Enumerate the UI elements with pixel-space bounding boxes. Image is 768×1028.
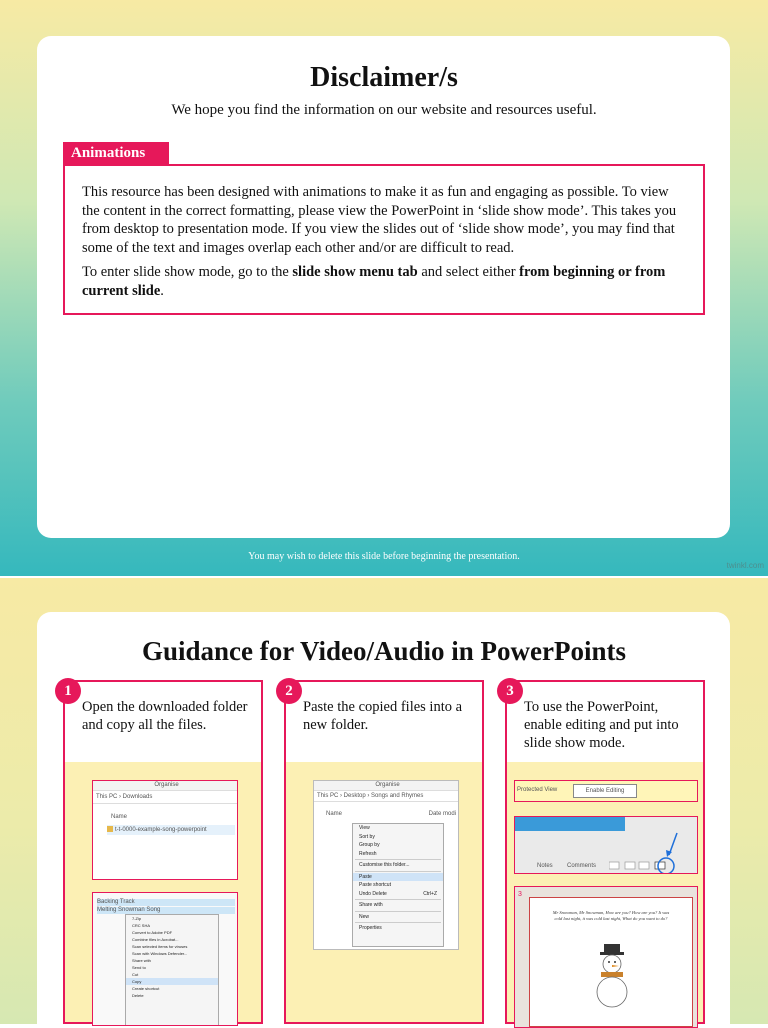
para2-bold-menu-tab: slide show menu tab bbox=[292, 264, 418, 280]
slide-show-highlight-icon bbox=[649, 831, 689, 874]
step-text: To use the PowerPoint, enable editing and put into slide show mode. bbox=[524, 699, 679, 751]
undo-label: Undo Delete bbox=[359, 890, 387, 897]
step-1 bbox=[63, 680, 263, 1024]
menu-separator bbox=[355, 911, 441, 912]
step-number-badge: 1 bbox=[55, 678, 81, 704]
step-screenshot-panel bbox=[507, 762, 703, 1022]
disclaimer-subtitle: We hope you find the information on our website and resources useful. bbox=[171, 102, 597, 118]
menu-item[interactable]: Sort by bbox=[359, 833, 375, 840]
animations-paragraph-1: This resource has been designed with animations to make it as fun and engaging as possible. To view the content in the correct formatting, please view the PowerPoint in ‘slide show mode’. This takes you from desktop to presentation mode. If you view the slides out of ‘slide show mode’, you may find that some of the text and images overlap each other and/or are difficult to read. bbox=[82, 184, 677, 256]
para2-text-a: To enter slide show mode, go to the bbox=[82, 264, 293, 280]
explorer-toolbar: Organise bbox=[93, 781, 237, 791]
explorer-name-header: Name bbox=[111, 814, 128, 820]
menu-item[interactable]: Cut bbox=[132, 972, 139, 977]
explorer-file-name: t-t-0000-example-song-powerpoint bbox=[115, 827, 207, 833]
explorer-date-header: Date modi bbox=[428, 811, 456, 817]
context-menu bbox=[125, 914, 219, 1026]
menu-item[interactable]: 7-Zip bbox=[132, 916, 142, 921]
context-menu bbox=[352, 823, 444, 947]
explorer-copy-screenshot bbox=[92, 892, 238, 1026]
menu-item[interactable]: New bbox=[359, 913, 370, 920]
step-number-badge: 2 bbox=[276, 678, 302, 704]
menu-item[interactable]: Share with bbox=[359, 902, 383, 908]
explorer-toolbar: Organise bbox=[314, 781, 458, 791]
file-row: Backing Track bbox=[97, 899, 235, 906]
menu-separator bbox=[355, 899, 441, 900]
menu-item[interactable]: Customise this folder... bbox=[359, 862, 410, 868]
menu-item-undo[interactable] bbox=[353, 890, 443, 899]
menu-item[interactable]: Delete bbox=[132, 993, 144, 998]
explorer-downloads-screenshot bbox=[92, 780, 238, 880]
explorer-paste-screenshot bbox=[313, 780, 459, 950]
menu-item[interactable]: View bbox=[359, 825, 370, 831]
animations-box bbox=[63, 164, 705, 315]
snowman-icon bbox=[592, 942, 632, 1012]
notes-button[interactable]: Notes bbox=[537, 863, 553, 869]
menu-item[interactable]: Paste shortcut bbox=[359, 882, 391, 888]
file-row: Melting Snowman Song bbox=[97, 907, 235, 914]
slide-number: 3 bbox=[518, 891, 522, 898]
para2-text-e: . bbox=[160, 282, 164, 299]
powerpoint-statusbar-screenshot bbox=[514, 816, 698, 874]
protected-view-label: Protected View bbox=[517, 787, 558, 793]
disclaimer-title: Disclaimer/s bbox=[310, 62, 458, 93]
step-text: Paste the copied files into a new folder. bbox=[303, 699, 463, 733]
para2-bold-from-beginning: from beginning or from current slide bbox=[82, 264, 666, 299]
slide-show-screenshot bbox=[514, 886, 698, 1028]
menu-separator bbox=[355, 859, 441, 860]
explorer-path: This PC › Downloads bbox=[93, 791, 237, 804]
protected-view-bar-screenshot bbox=[514, 780, 698, 802]
menu-item[interactable]: Convert to Adobe PDF bbox=[132, 930, 173, 935]
menu-item[interactable]: CRC SHA bbox=[132, 923, 151, 928]
menu-item[interactable]: Create shortcut bbox=[132, 986, 160, 991]
step-screenshot-panel bbox=[286, 762, 482, 1022]
menu-item[interactable]: Combine files in Acrobat... bbox=[132, 937, 179, 942]
step-number-badge: 3 bbox=[497, 678, 523, 704]
para2-text-c: and select either bbox=[417, 264, 520, 280]
slide-thumbnail-strip bbox=[515, 817, 625, 831]
step-2 bbox=[284, 680, 484, 1024]
enable-editing-button[interactable]: Enable Editing bbox=[573, 784, 637, 798]
menu-item[interactable]: Group by bbox=[359, 842, 380, 848]
animations-label: Animations bbox=[63, 142, 169, 164]
delete-slide-note: You may wish to delete this slide before beginning the presentation. bbox=[248, 551, 520, 562]
menu-item[interactable]: Scan selected items for viruses bbox=[132, 944, 188, 949]
guidance-title: Guidance for Video/Audio in PowerPoints bbox=[141, 636, 627, 666]
menu-item[interactable]: Send to bbox=[132, 965, 146, 970]
explorer-name-header: Name bbox=[326, 811, 343, 817]
menu-item[interactable]: Scan with Windows Defender... bbox=[132, 951, 188, 956]
explorer-path: This PC › Desktop › Songs and Rhymes bbox=[314, 791, 458, 802]
snowman-poem: Mr Snowman, Mr Snowman, How are you? How are you? It was cold last night, it was cold last night, What do you want to do? bbox=[552, 910, 670, 921]
step-text: Open the downloaded folder and copy all the files. bbox=[82, 699, 248, 733]
menu-separator bbox=[355, 922, 441, 923]
menu-item[interactable]: Refresh bbox=[359, 850, 377, 857]
menu-separator bbox=[355, 871, 441, 872]
explorer-file-row bbox=[107, 825, 235, 835]
slide-preview bbox=[529, 897, 693, 1027]
brand-watermark: twinkl.com bbox=[726, 561, 764, 570]
menu-item-paste[interactable]: Paste bbox=[353, 873, 443, 882]
undo-shortcut: Ctrl+Z bbox=[423, 890, 437, 897]
step-screenshot-panel bbox=[65, 762, 261, 1022]
menu-item[interactable]: Share with bbox=[132, 958, 151, 963]
comments-button[interactable]: Comments bbox=[567, 863, 597, 869]
step-3 bbox=[505, 680, 705, 1024]
menu-item[interactable]: Properties bbox=[359, 925, 382, 931]
menu-item-copy[interactable]: Copy bbox=[126, 978, 218, 985]
folder-icon bbox=[107, 826, 113, 832]
animations-paragraph-2 bbox=[82, 263, 687, 300]
